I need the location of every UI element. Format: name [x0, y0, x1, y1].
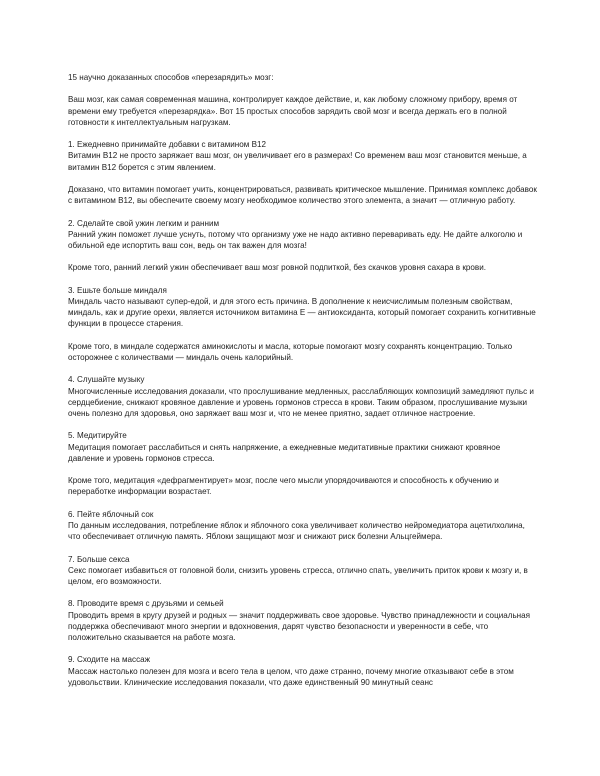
- body-paragraph: По данным исследования, потребление яблок и яблочного сока увеличивает количество нейромедиатора ацетилхолина, что обеспечивает отличную память. Яблоки защищают мозг и снижают риск болезни Альцгеймера.: [68, 520, 525, 542]
- section-heading: 4. Слушайте музыку: [68, 375, 145, 385]
- section-heading: 9. Сходите на массаж: [68, 655, 151, 665]
- document-page: [68, 72, 538, 699]
- body-paragraph: Кроме того, ранний легкий ужин обеспечивает ваш мозг ровной подпиткой, без скачков уровня сахара в крови.: [68, 263, 486, 273]
- body-paragraph: Медитация помогает расслабиться и снять напряжение, а ежедневные медитативные практики снижают кровяное давление и уровень гормонов стресса.: [68, 442, 501, 463]
- section-heading: 7. Больше секса: [68, 554, 130, 564]
- section-heading: 5. Медитируйте: [68, 431, 127, 441]
- body-paragraph: Многочисленные исследования доказали, что прослушивание медленных, расслабляющих композиций замедляют пульс и сердцебиение, снижают кровяное давление и уровень гормонов стресса в крови. Таким образом, прослушивание музыки очень полезно для здоровья, оно заряжает ваш мозг и, что не менее приятно, задает отличное настроение.: [68, 386, 534, 418]
- body-paragraph: Ваш мозг, как самая современная машина, контролирует каждое действие, и, как любому сложному прибору, время от времени ему требуется «перезарядка». Вот 15 простых способов зарядить свой мозг и всегда держать его в полной готовности к интеллектуальным нагрузкам.: [68, 95, 518, 127]
- section-heading: 8. Проводите время с друзьями и семьей: [68, 599, 224, 609]
- section-heading: 2. Сделайте свой ужин легким и ранним: [68, 218, 220, 228]
- body-paragraph: Массаж настолько полезен для мозга и всего тела в целом, что даже странно, почему многие отказывают себе в этом удовольствии. Клинические исследования показали, что даже единственный 90 минутный сеанс: [68, 666, 514, 687]
- section-heading: 3. Ешьте больше миндаля: [68, 285, 167, 295]
- section-heading: 1. Ежедневно принимайте добавки с витамином В12: [68, 140, 266, 150]
- body-paragraph: Кроме того, в миндале содержатся аминокислоты и масла, которые помогают мозгу сохранять концентрацию. Только осторожнее с количествами — миндаль очень калорийный.: [68, 341, 513, 362]
- body-paragraph: Витамин В12 не просто заряжает ваш мозг, он увеличивает его в размерах! Со временем ваш мозг становится меньше, а витамин В12 борется с этим явлением.: [68, 151, 527, 172]
- document-body: [68, 94, 538, 688]
- body-paragraph: Доказано, что витамин помогает учить, концентрироваться, развивать критическое мышление. Принимая комплекс добавок с витамином В12, вы обеспечите своему мозгу необходимое количество этого элемента, а значит — отличную работу.: [68, 184, 537, 206]
- section-heading: 6. Пейте яблочный сок: [68, 509, 154, 519]
- body-paragraph: Миндаль часто называют супер-едой, и для этого есть причина. В дополнение к неисчислимым полезным свойствам, миндаль, как и другие орехи, является источником витамина Е — антиоксиданта, который помогает сохранить когнитивные функции в процессе старения.: [68, 296, 536, 329]
- body-paragraph: Кроме того, медитация «дефрагментирует» мозг, после чего мысли упорядочиваются и способность к обучению и переработке информации возрастает.: [68, 476, 499, 497]
- body-paragraph: Секс помогает избавиться от головной боли, снизить уровень стресса, отлично спать, увеличить приток крови к мозгу и, в целом, его возможности.: [68, 565, 528, 586]
- body-paragraph: Ранний ужин поможет лучше уснуть, потому что организму уже не надо активно переваривать еду. Не дайте алкоголю и обильной еде испортить ваш сон, ведь он так важен для мозга!: [68, 229, 523, 250]
- document-title: 15 научно доказанных способов «перезарядить» мозг:: [68, 73, 274, 82]
- body-paragraph: Проводить время в кругу друзей и родных — значит поддерживать свое здоровье. Чувство принадлежности и социальная поддержка обеспечивают много энергии и вдохновения, дарят чувство безопасности и уверенности в себе, что положительно сказывается на работе мозга.: [68, 610, 531, 642]
